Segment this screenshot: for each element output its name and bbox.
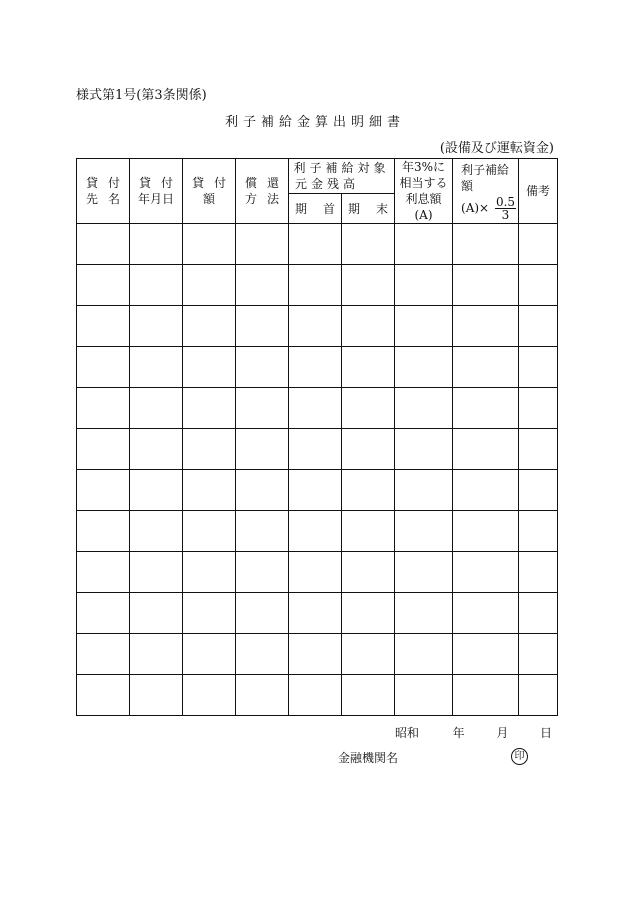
table-cell[interactable] — [236, 388, 289, 429]
table-cell[interactable] — [236, 265, 289, 306]
table-cell[interactable] — [453, 347, 519, 388]
table-cell[interactable] — [342, 429, 395, 470]
table-row — [77, 306, 558, 347]
table-cell[interactable] — [289, 265, 342, 306]
header-interest-amount: 年3%に 相当する 利息額 (A) — [395, 159, 453, 224]
table-cell[interactable] — [183, 593, 236, 634]
table-cell[interactable] — [289, 634, 342, 675]
table-cell[interactable] — [519, 265, 558, 306]
table-cell[interactable] — [77, 634, 130, 675]
table-cell[interactable] — [130, 306, 183, 347]
table-cell[interactable] — [236, 224, 289, 265]
table-cell[interactable] — [130, 265, 183, 306]
table-cell[interactable] — [395, 429, 453, 470]
table-cell[interactable] — [395, 388, 453, 429]
table-row — [77, 347, 558, 388]
header-balance-end: 期 末 — [342, 194, 395, 224]
subsidy-fraction: $\frac{0.5}{3}$ — [495, 194, 516, 222]
table-cell[interactable] — [77, 429, 130, 470]
table-cell[interactable] — [236, 306, 289, 347]
table-cell[interactable] — [183, 224, 236, 265]
table-row — [77, 224, 558, 265]
header-subsidy-amount: 利子補給 額 (A)× $\frac{0.5}{3}$ — [453, 159, 519, 224]
table-cell[interactable] — [453, 511, 519, 552]
table-cell[interactable] — [183, 470, 236, 511]
day-label: 日 — [540, 726, 553, 740]
table-cell[interactable] — [183, 429, 236, 470]
table-cell[interactable] — [77, 306, 130, 347]
table-cell[interactable] — [453, 265, 519, 306]
table-cell[interactable] — [395, 634, 453, 675]
table-cell[interactable] — [395, 552, 453, 593]
table-cell[interactable] — [519, 429, 558, 470]
table-cell[interactable] — [236, 511, 289, 552]
header-remarks: 備考 — [519, 159, 558, 224]
table-cell[interactable] — [289, 511, 342, 552]
table-cell[interactable] — [183, 511, 236, 552]
table-cell[interactable] — [342, 347, 395, 388]
table-cell[interactable] — [519, 593, 558, 634]
table-cell[interactable] — [130, 347, 183, 388]
table-cell[interactable] — [130, 388, 183, 429]
table-cell[interactable] — [236, 429, 289, 470]
header-row-1 — [77, 159, 558, 194]
table-cell[interactable] — [77, 388, 130, 429]
table-cell[interactable] — [519, 634, 558, 675]
table-cell[interactable] — [395, 347, 453, 388]
table-cell[interactable] — [519, 306, 558, 347]
header-repayment-method: 償 還 方 法 — [236, 159, 289, 224]
month-label: 月 — [496, 726, 509, 740]
seal-mark: 印 — [511, 748, 528, 765]
table-cell[interactable] — [289, 347, 342, 388]
table-cell[interactable] — [519, 552, 558, 593]
table-cell[interactable] — [395, 675, 453, 716]
table-cell[interactable] — [130, 511, 183, 552]
table-cell[interactable] — [236, 634, 289, 675]
table-cell[interactable] — [395, 593, 453, 634]
form-number: 様式第1号(第3条関係) — [76, 88, 207, 103]
table-cell[interactable] — [342, 593, 395, 634]
table-row — [77, 634, 558, 675]
table-cell[interactable] — [519, 347, 558, 388]
table-cell[interactable] — [130, 552, 183, 593]
table-cell[interactable] — [453, 675, 519, 716]
date-line — [395, 724, 552, 741]
table-cell[interactable] — [289, 470, 342, 511]
table-cell[interactable] — [77, 265, 130, 306]
table-cell[interactable] — [289, 675, 342, 716]
table-cell[interactable] — [342, 634, 395, 675]
table-cell[interactable] — [453, 429, 519, 470]
table-cell[interactable] — [289, 388, 342, 429]
table-row — [77, 265, 558, 306]
table-cell[interactable] — [395, 511, 453, 552]
table-row — [77, 388, 558, 429]
table-row — [77, 593, 558, 634]
table-cell[interactable] — [342, 511, 395, 552]
table-cell[interactable] — [342, 675, 395, 716]
table-cell[interactable] — [453, 224, 519, 265]
year-label: 年 — [452, 726, 465, 740]
table-cell[interactable] — [130, 675, 183, 716]
header-loan-amount: 貸 付 額 — [183, 159, 236, 224]
table-cell[interactable] — [130, 224, 183, 265]
table-cell[interactable] — [77, 593, 130, 634]
table-cell[interactable] — [453, 634, 519, 675]
table-cell[interactable] — [453, 552, 519, 593]
table-cell[interactable] — [395, 265, 453, 306]
header-balance-start: 期 首 — [289, 194, 342, 224]
table-cell[interactable] — [395, 470, 453, 511]
table-cell[interactable] — [236, 593, 289, 634]
header-principal-balance: 利子補給対象 元金残高 — [289, 159, 395, 194]
table-cell[interactable] — [289, 224, 342, 265]
table-cell[interactable] — [183, 675, 236, 716]
table-cell[interactable] — [395, 306, 453, 347]
table-cell[interactable] — [77, 470, 130, 511]
table-cell[interactable] — [77, 347, 130, 388]
table-cell[interactable] — [236, 675, 289, 716]
era-label: 昭和 — [395, 726, 420, 740]
header-loan-date: 貸 付 年月日 — [130, 159, 183, 224]
table-cell[interactable] — [289, 593, 342, 634]
table-cell[interactable] — [183, 634, 236, 675]
table-cell[interactable] — [77, 552, 130, 593]
table-cell[interactable] — [453, 593, 519, 634]
table-cell[interactable] — [183, 265, 236, 306]
table-cell[interactable] — [342, 552, 395, 593]
table-cell[interactable] — [453, 470, 519, 511]
table-cell[interactable] — [289, 306, 342, 347]
table-cell[interactable] — [183, 552, 236, 593]
table-cell[interactable] — [342, 306, 395, 347]
document-subtitle: (設備及び運転資金) — [439, 141, 554, 156]
table-cell[interactable] — [130, 634, 183, 675]
table-row — [77, 552, 558, 593]
table-cell[interactable] — [130, 470, 183, 511]
table-cell[interactable] — [130, 429, 183, 470]
table-cell[interactable] — [183, 306, 236, 347]
table-cell[interactable] — [342, 265, 395, 306]
institution-label: 金融機関名 — [338, 751, 399, 765]
table-row — [77, 511, 558, 552]
table-row — [77, 429, 558, 470]
table-cell[interactable] — [236, 470, 289, 511]
table-cell[interactable] — [519, 388, 558, 429]
table-cell[interactable] — [130, 593, 183, 634]
calculation-table — [76, 158, 558, 716]
header-borrower: 貸 付 先 名 — [77, 159, 130, 224]
table-cell[interactable] — [395, 224, 453, 265]
table-cell[interactable] — [183, 388, 236, 429]
table-cell[interactable] — [77, 511, 130, 552]
table-row — [77, 470, 558, 511]
table-cell[interactable] — [77, 675, 130, 716]
table-cell[interactable] — [453, 306, 519, 347]
table-cell[interactable] — [77, 224, 130, 265]
table-row — [77, 675, 558, 716]
table-cell[interactable] — [289, 429, 342, 470]
table-cell[interactable] — [342, 224, 395, 265]
table-cell[interactable] — [236, 347, 289, 388]
table-cell[interactable] — [519, 470, 558, 511]
table-cell[interactable] — [236, 552, 289, 593]
table-cell[interactable] — [342, 470, 395, 511]
table-cell[interactable] — [289, 552, 342, 593]
table-cell[interactable] — [342, 388, 395, 429]
table-cell[interactable] — [519, 511, 558, 552]
table-cell[interactable] — [519, 224, 558, 265]
table-cell[interactable] — [519, 675, 558, 716]
table-cell[interactable] — [453, 388, 519, 429]
document-title: 利子補給金算出明細書 — [224, 115, 405, 130]
table-cell[interactable] — [183, 347, 236, 388]
